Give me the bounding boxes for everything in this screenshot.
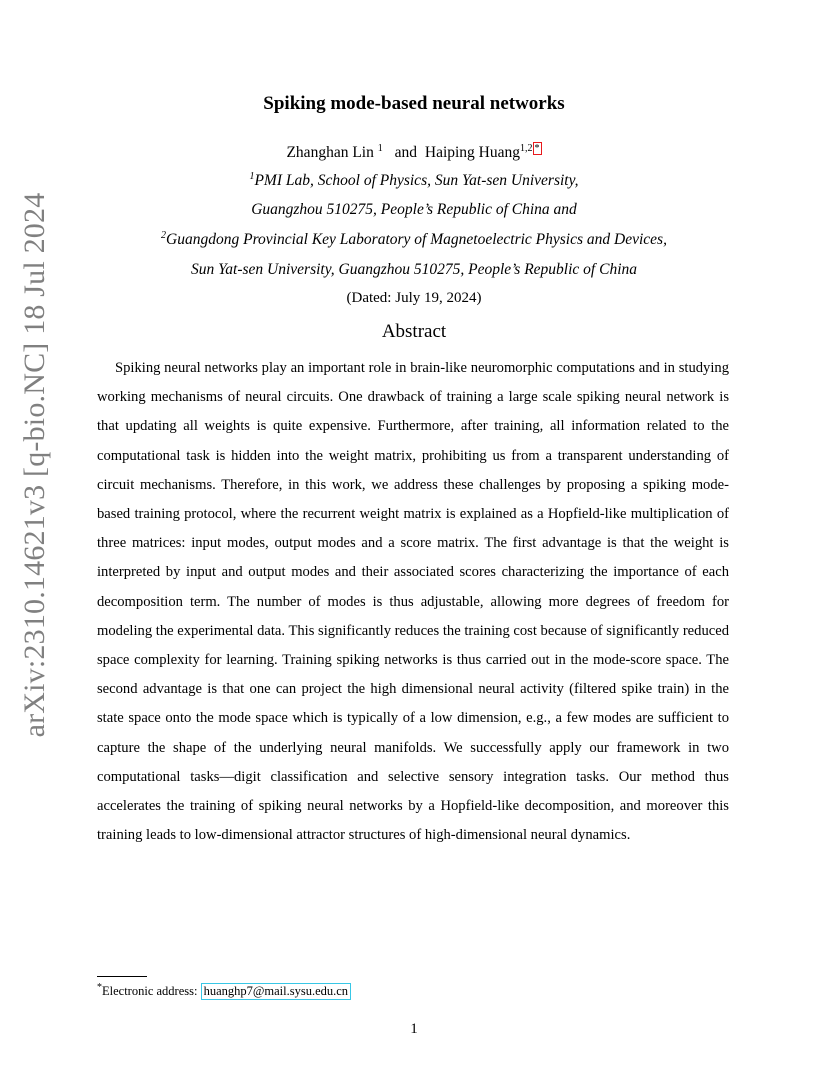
- author-affiliation-mark: 1,2: [520, 143, 533, 154]
- author-joiner: and: [394, 144, 417, 162]
- footnote: [97, 983, 351, 1000]
- footnote-divider: [97, 976, 147, 977]
- author-name: Zhanghan Lin: [286, 144, 374, 162]
- affiliation-number: 1: [249, 170, 255, 182]
- footnote-label: Electronic address:: [102, 984, 198, 998]
- corresponding-author-link[interactable]: *: [534, 143, 540, 154]
- arxiv-identifier-stamp: arXiv:2310.14621v3 [q-bio.NC] 18 Jul 2024: [18, 192, 51, 738]
- abstract-heading: Abstract: [381, 321, 447, 342]
- dated-line: (Dated: July 19, 2024): [346, 290, 482, 306]
- affiliation-line: $^2$Guangdong Provincial Key Laboratory of Magnetoelectric Physics and Devices,: [161, 229, 667, 248]
- affiliation-line: Guangzhou 510275, People’s Republic of China and: [251, 201, 577, 218]
- author-affiliation-mark: 1: [377, 143, 383, 154]
- footnote-mark: *: [97, 981, 102, 993]
- affiliation-line: $^1$PMI Lab, School of Physics, Sun Yat-sen University,: [249, 170, 579, 189]
- page-number: 1: [410, 1021, 418, 1037]
- author-list: [0, 142, 828, 162]
- paper-title: Spiking mode-based neural networks: [263, 93, 565, 114]
- email-link[interactable]: huanghp7@mail.sysu.edu.cn: [201, 983, 351, 1000]
- affiliation-line: Sun Yat-sen University, Guangzhou 510275, People’s Republic of China: [190, 261, 638, 278]
- abstract-text: Spiking neural networks play an important role in brain-like neuromorphic computations and in studying working mechanisms of neural circuits. One drawback of training a large scale spiking neural network is that updating all weights is quite expensive. Furthermore, after training, all information related to the computational task is hidden into the weight matrix, prohibiting us from a transparent understanding of circuit mechanisms. Therefore, in this work, we address these challenges by proposing a spiking mode-based training protocol, where the recurrent weight matrix is explained as a Hopfield-like multiplication of three matrices: input modes, output modes and a score matrix. The first advantage is that the weight is interpreted by input and output modes and their associated scores characterizing the importance of each decomposition term. The number of modes is thus adjustable, allowing more degrees of freedom for modeling the experimental data. This significantly reduces the training cost because of significantly reduced space complexity for learning. Training spiking networks is thus carried out in the mode-score space. The second advantage is that one can project the high dimensional neural activity (filtered spike train) in the state space onto the mode space which is typically of a low dimension, e.g., a few modes are sufficient to capture the shape of the underlying neural manifolds. We successfully apply our framework in two computational tasks—digit classification and selective sensory integration tasks. Our method thus accelerates the training of spiking neural networks by a Hopfield-like decomposition, and moreover this training leads to low-dimensional attractor structures of high-dimensional neural dynamics.: [97, 360, 729, 844]
- affiliation-number: 2: [161, 229, 167, 241]
- author-name: Haiping Huang: [424, 144, 521, 162]
